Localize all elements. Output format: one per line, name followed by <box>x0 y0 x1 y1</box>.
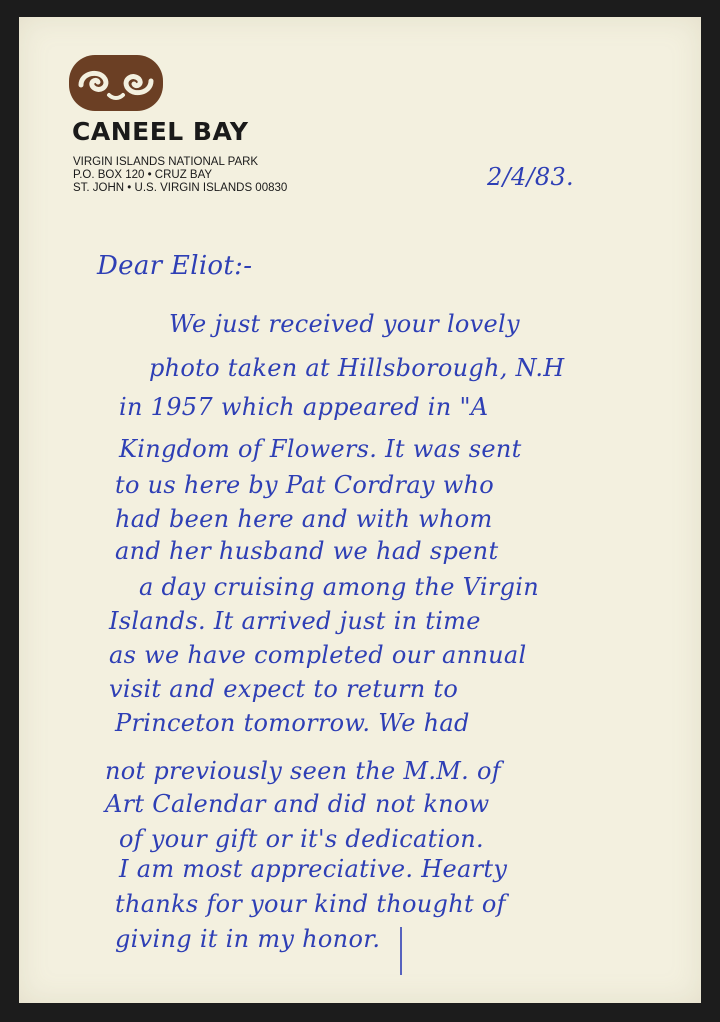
letter-line: not previously seen the M.M. of <box>105 757 501 785</box>
letterhead-name: CANEEL BAY <box>72 117 249 146</box>
salutation: Dear Eliot:- <box>97 251 253 281</box>
letter-line: in 1957 which appeared in "A <box>119 393 489 421</box>
pen-stroke <box>399 927 403 975</box>
letter-sheet <box>19 17 701 1003</box>
letter-line: Islands. It arrived just in time <box>109 607 481 635</box>
letterhead-address-line: VIRGIN ISLANDS NATIONAL PARK <box>73 156 259 168</box>
letter-line: of your gift or it's dedication. <box>119 825 484 853</box>
letter-line: to us here by Pat Cordray who <box>115 471 495 499</box>
letterhead-address-line: ST. JOHN • U.S. VIRGIN ISLANDS 00830 <box>73 182 288 194</box>
letter-line: Princeton tomorrow. We had <box>115 709 470 737</box>
letter-line: a day cruising among the Virgin <box>139 573 540 601</box>
letter-date: 2/4/83. <box>487 163 574 191</box>
caneel-bay-logo <box>69 55 163 111</box>
letter-line: and her husband we had spent <box>115 537 499 565</box>
letter-line: thanks for your kind thought of <box>115 890 506 918</box>
letter-line: giving it in my honor. <box>115 925 381 953</box>
letter-line: Art Calendar and did not know <box>105 790 490 818</box>
letter-line: visit and expect to return to <box>109 675 459 703</box>
letterhead-address-line: P.O. BOX 120 • CRUZ BAY <box>73 169 213 181</box>
letter-line: had been here and with whom <box>115 505 493 533</box>
letter-line: We just received your lovely <box>169 310 520 338</box>
letter-line: as we have completed our annual <box>109 641 527 669</box>
letter-line: Kingdom of Flowers. It was sent <box>119 435 522 463</box>
letter-line: photo taken at Hillsborough, N.H <box>149 354 565 382</box>
letter-line: I am most appreciative. Hearty <box>119 855 508 883</box>
